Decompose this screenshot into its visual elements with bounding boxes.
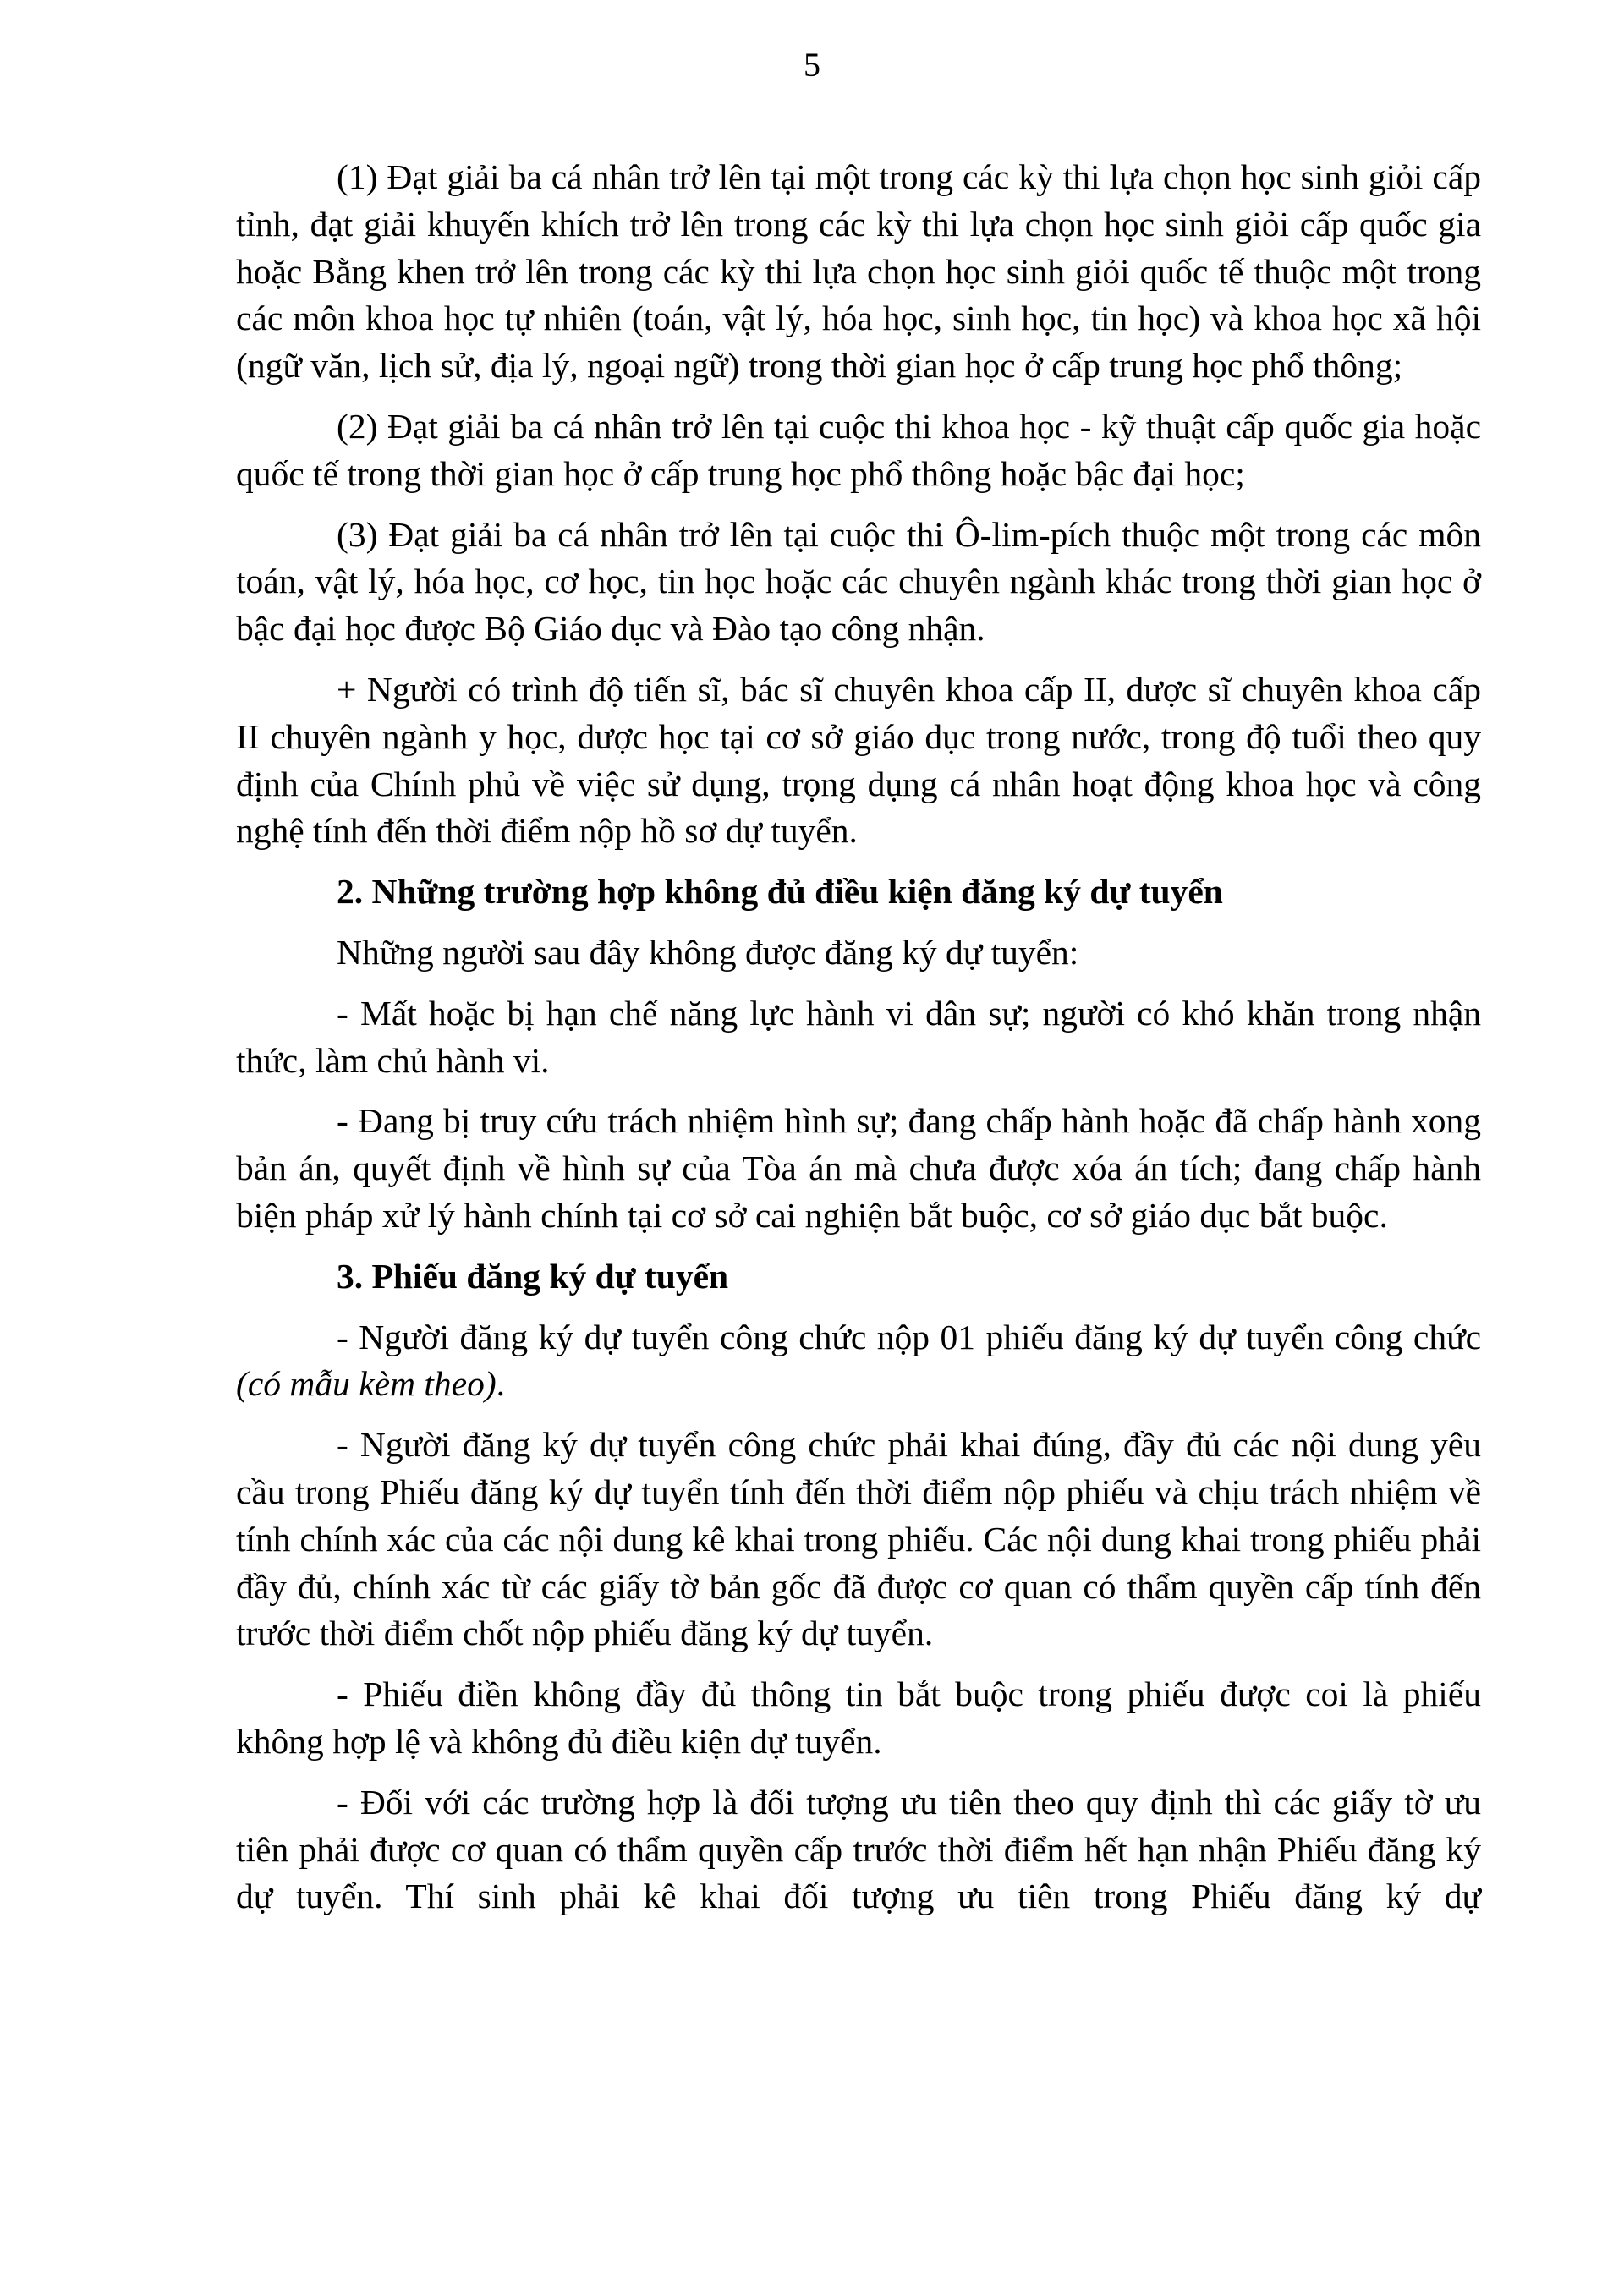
- section-heading-ineligible: 2. Những trường hợp không đủ điều kiện đăng ký dự tuyển: [337, 872, 1223, 912]
- paragraph-form-submit: [236, 1314, 1481, 1409]
- paragraph-ineligible-intro: Những người sau đây không được đăng ký dự tuyển:: [337, 932, 1079, 972]
- paragraph-criterion-3: (3) Đạt giải ba cá nhân trở lên tại cuộc thi Ô-lim-pích thuộc một trong các môn toán, vật lý, hóa học, cơ học, tin học hoặc các chuyên ngành khác trong thời gian học ở bậc đại học được Bộ Giáo dục và Đào tạo công nhận.: [236, 514, 1481, 649]
- paragraph-form-submit-italic: (có mẫu kèm theo): [236, 1364, 497, 1404]
- paragraph-ineligible-capacity: - Mất hoặc bị hạn chế năng lực hành vi dân sự; người có khó khăn trong nhận thức, làm chủ hành vi.: [236, 993, 1481, 1080]
- paragraph-ineligible-criminal: - Đang bị truy cứu trách nhiệm hình sự; đang chấp hành hoặc đã chấp hành xong bản án, quyết định về hình sự của Tòa án mà chưa được xóa án tích; đang chấp hành biện pháp xử lý hành chính tại cơ sở cai nghiện bắt buộc, cơ sở giáo dục bắt buộc.: [236, 1101, 1481, 1235]
- paragraph-form-invalid: - Phiếu điền không đầy đủ thông tin bắt buộc trong phiếu được coi là phiếu không hợp lệ và không đủ điều kiện dự tuyển.: [236, 1674, 1481, 1761]
- section-heading-registration-form: 3. Phiếu đăng ký dự tuyển: [337, 1256, 729, 1296]
- paragraph-criterion-2: (2) Đạt giải ba cá nhân trở lên tại cuộc thi khoa học - kỹ thuật cấp quốc gia hoặc quốc tế trong thời gian học ở cấp trung học phổ thông hoặc bậc đại học;: [236, 406, 1481, 493]
- paragraph-form-submit-text: - Người đăng ký dự tuyển công chức nộp 01 phiếu đăng ký dự tuyển công chức: [337, 1317, 1481, 1356]
- paragraph-form-submit-tail: .: [496, 1364, 506, 1404]
- document-body: [236, 154, 1481, 1934]
- page-number: 5: [804, 46, 820, 84]
- paragraph-form-accuracy: - Người đăng ký dự tuyển công chức phải khai đúng, đầy đủ các nội dung yêu cầu trong Phiếu đăng ký dự tuyển tính đến thời điểm nộp phiếu và chịu trách nhiệm về tính chính xác của các nội dung kê khai trong phiếu. Các nội dung khai trong phiếu phải đầy đủ, chính xác từ các giấy tờ bản gốc đã được cơ quan có thẩm quyền cấp tính đến trước thời điểm chốt nộp phiếu đăng ký dự tuyển.: [236, 1425, 1481, 1653]
- paragraph-criterion-1: (1) Đạt giải ba cá nhân trở lên tại một trong các kỳ thi lựa chọn học sinh giỏi cấp tỉnh, đạt giải khuyến khích trở lên trong các kỳ thi lựa chọn học sinh giỏi cấp quốc gia hoặc Bằng khen trở lên trong các kỳ thi lựa chọn học sinh giỏi quốc tế thuộc một trong các môn khoa học tự nhiên (toán, vật lý, hóa học, sinh học, tin học) và khoa học xã hội (ngữ văn, lịch sử, địa lý, ngoại ngữ) trong thời gian học ở cấp trung học phổ thông;: [236, 157, 1481, 386]
- paragraph-form-priority: - Đối với các trường hợp là đối tượng ưu tiên theo quy định thì các giấy tờ ưu tiên phải được cơ quan có thẩm quyền cấp trước thời điểm hết hạn nhận Phiếu đăng ký dự tuyển. Thí sinh phải kê khai đối tượng ưu tiên trong Phiếu đăng ký dự: [236, 1782, 1481, 1916]
- paragraph-doctorate: + Người có trình độ tiến sĩ, bác sĩ chuyên khoa cấp II, dược sĩ chuyên khoa cấp II chuyên ngành y học, dược học tại cơ sở giáo dục trong nước, trong độ tuổi theo quy định của Chính phủ về việc sử dụng, trọng dụng cá nhân hoạt động khoa học và công nghệ tính đến thời điểm nộp hồ sơ dự tuyển.: [236, 669, 1481, 851]
